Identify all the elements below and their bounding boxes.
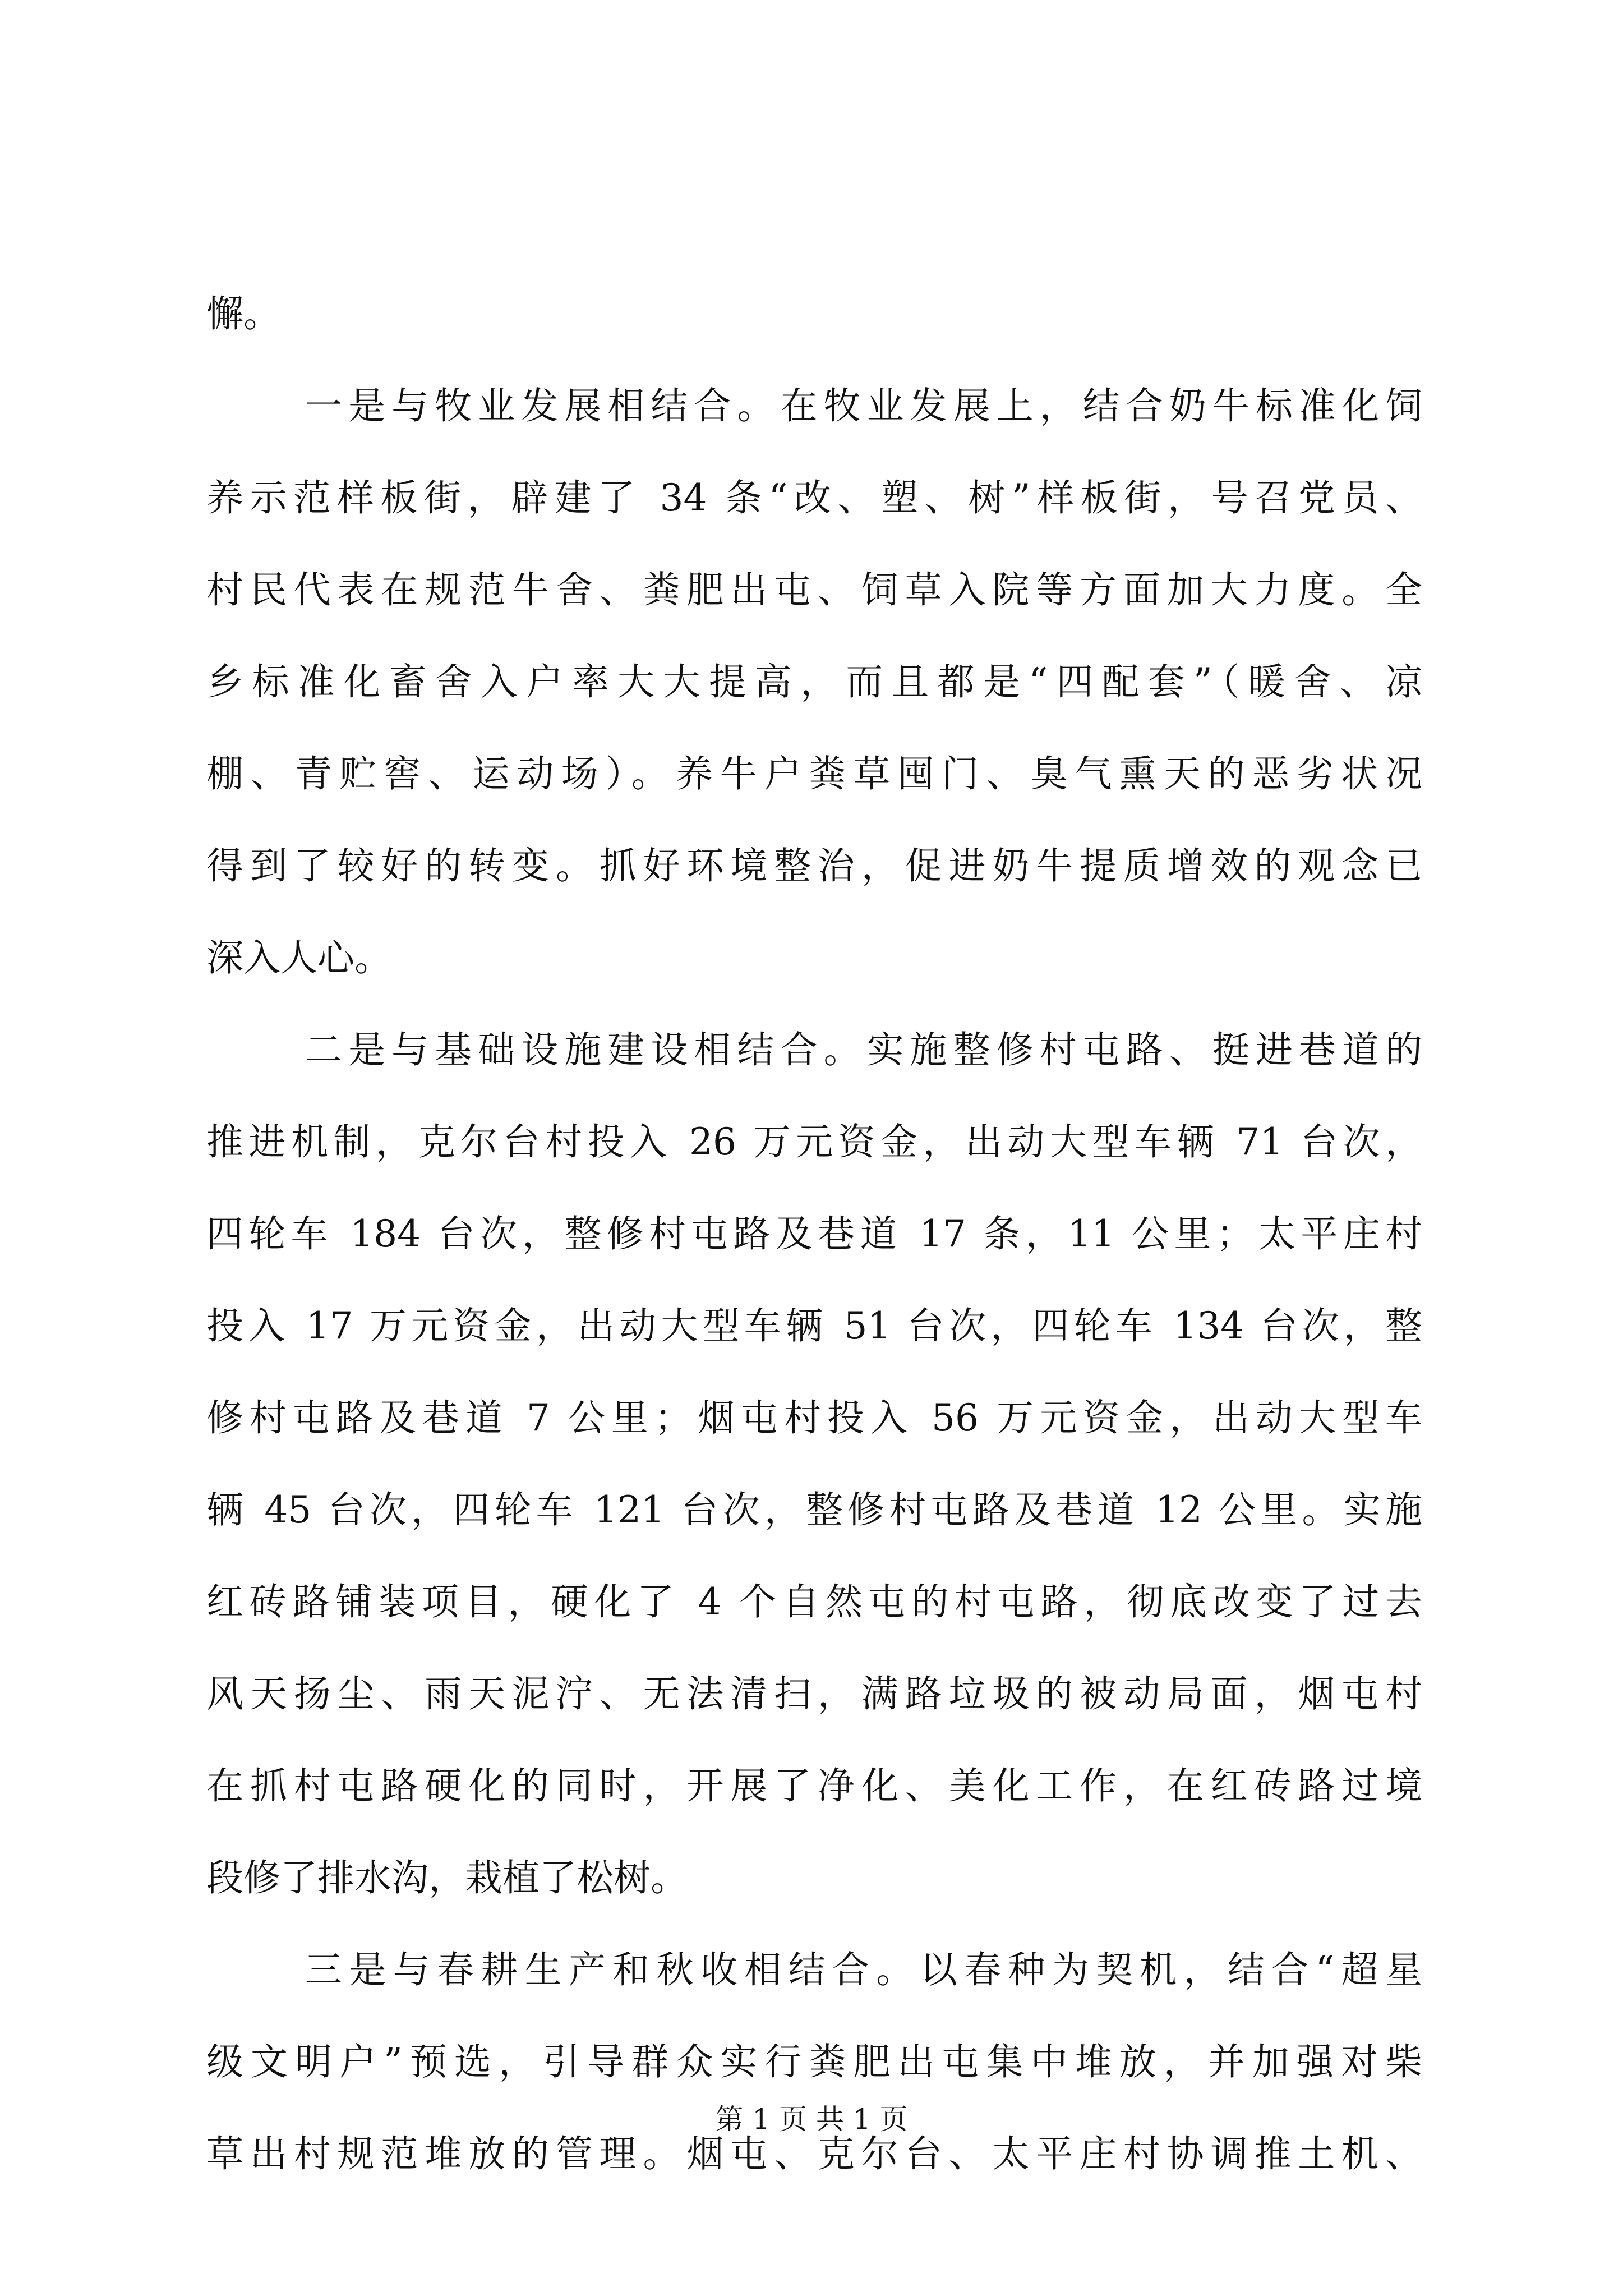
text-line: 红砖路铺装项目，硬化了 4 个自然屯的村屯路，彻底改变了过去: [206, 1580, 1422, 1623]
text-line: 风天扬尘、雨天泥泞、无法清扫，满路垃圾的被动局面，烟屯村: [206, 1672, 1422, 1715]
text-line: 深入人心。: [206, 936, 391, 979]
text-line: 棚、青贮窖、运动场）。养牛户粪草囤门、臭气熏天的恶劣状况: [206, 752, 1422, 795]
page-number-footer: 第 1 页 共 1 页: [715, 2103, 908, 2136]
text-line: 修村屯路及巷道 7 公里；烟屯村投入 56 万元资金，出动大型车: [206, 1396, 1422, 1439]
text-line: 乡标准化畜舍入户率大大提高，而且都是“四配套”（暖舍、凉: [206, 660, 1422, 703]
text-line: 一是与牧业发展相结合。在牧业发展上，结合奶牛标准化饲: [305, 384, 1422, 427]
text-line: 草出村规范堆放的管理。烟屯、克尔台、太平庄村协调推土机、: [206, 2132, 1422, 2175]
text-line: 得到了较好的转变。抓好环境整治，促进奶牛提质增效的观念已: [206, 844, 1422, 887]
text-line: 段修了排水沟，栽植了松树。: [206, 1856, 688, 1899]
document-body: [206, 268, 1422, 2200]
text-line: 投入 17 万元资金，出动大型车辆 51 台次，四轮车 134 台次，整: [206, 1304, 1422, 1347]
text-line: 三是与春耕生产和秋收相结合。以春种为契机，结合“超星: [305, 1948, 1422, 1991]
text-line: 在抓村屯路硬化的同时，开展了净化、美化工作，在红砖路过境: [206, 1764, 1422, 1807]
text-line: 级文明户”预选，引导群众实行粪肥出屯集中堆放，并加强对柴: [206, 2040, 1422, 2083]
text-line: 村民代表在规范牛舍、粪肥出屯、饲草入院等方面加大力度。全: [206, 568, 1422, 611]
text-line: 懈。: [206, 292, 280, 335]
text-line: 四轮车 184 台次，整修村屯路及巷道 17 条，11 公里；太平庄村: [206, 1212, 1422, 1255]
text-line: 养示范样板街，辟建了 34 条“改、塑、树”样板街，号召党员、: [206, 476, 1422, 519]
text-line: 推进机制，克尔台村投入 26 万元资金，出动大型车辆 71 台次，: [206, 1120, 1422, 1163]
text-line: 二是与基础设施建设相结合。实施整修村屯路、挺进巷道的: [305, 1028, 1422, 1071]
text-line: 辆 45 台次，四轮车 121 台次，整修村屯路及巷道 12 公里。实施: [206, 1488, 1422, 1531]
